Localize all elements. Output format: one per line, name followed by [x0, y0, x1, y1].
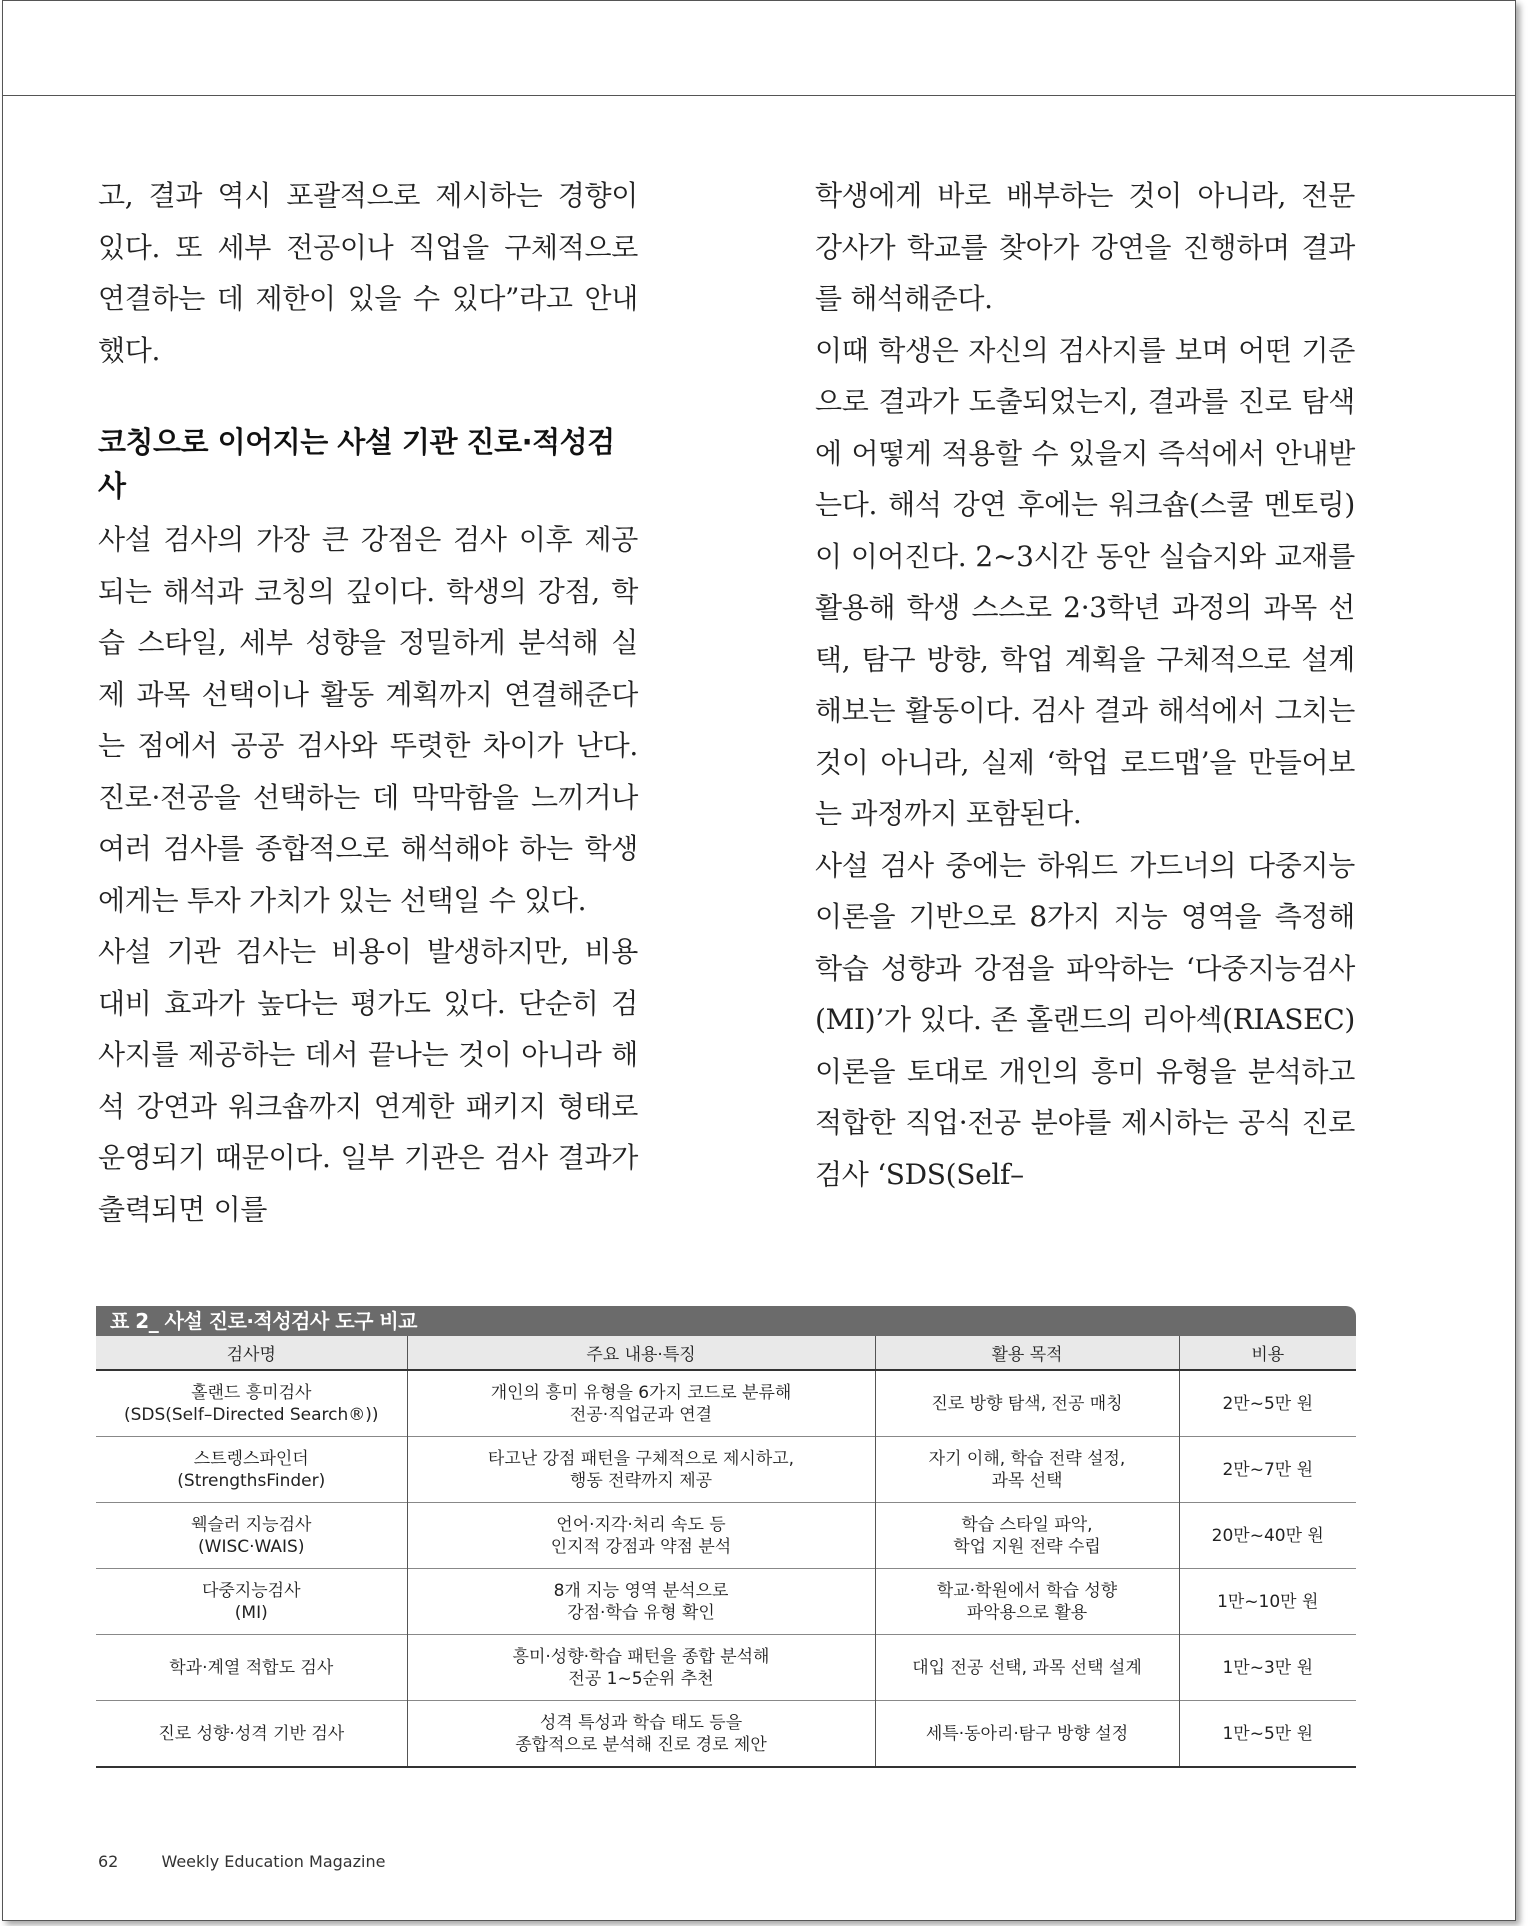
table-row [96, 1635, 1356, 1701]
table-cell-cost: 2만~7만 원 [1179, 1437, 1356, 1503]
table-cell-name [96, 1635, 407, 1701]
paragraph: 이때 학생은 자신의 검사지를 보며 어떤 기준으로 결과가 도출되었는지, 결과를 진로 탐색에 어떻게 적용할 수 있을지 즉석에서 안내받는다. 해석 강연 후에는 워크숍(스쿨 멘토링)이 이어진다. 2~3시간 동안 실습지와 교재를 활용해 학생 스스로 2·3학년 과정의 과목 선택, 탐구 방향, 학업 계획을 구체적으로 설계해보는 활동이다. 검사 결과 해석에서 그치는 것이 아니라, 실제 ‘학업 로드맵’을 만들어보는 과정까지 포함된다. [815, 333, 1355, 830]
column-header: 검사명 [96, 1336, 407, 1370]
cell-line: 개인의 흥미 유형을 6가지 코드로 분류해 [490, 1382, 792, 1403]
table-cell-content [407, 1569, 875, 1635]
cell-line: 학업 지원 전략 수립 [953, 1536, 1101, 1557]
table-cell-content [407, 1503, 875, 1569]
table-cell-content [407, 1701, 875, 1768]
comparison-table [96, 1306, 1356, 1768]
paragraph: 사설 검사의 가장 큰 강점은 검사 이후 제공되는 해석과 코칭의 깊이다. 학생의 강점, 학습 스타일, 세부 성향을 정밀하게 분석해 실제 과목 선택이나 활동 계획까지 연결해준다는 점에서 공공 검사와 뚜렷한 차이가 난다. 진로·전공을 선택하는 데 막막함을 느끼거나 여러 검사를 종합적으로 해석해야 하는 학생에게는 투자 가치가 있는 선택일 수 있다. [98, 523, 638, 917]
cell-line: 8개 지능 영역 분석으로 [553, 1580, 729, 1601]
column-header: 주요 내용·특징 [407, 1336, 875, 1370]
table-cell-name [96, 1370, 407, 1437]
cell-line: 타고난 강점 패턴을 구체적으로 제시하고, [487, 1448, 795, 1469]
cell-line: 학교·학원에서 학습 성향 [936, 1580, 1118, 1601]
cell-line: 인지적 강점과 약점 분석 [550, 1536, 732, 1557]
table-row [96, 1370, 1356, 1437]
paragraph: 고, 결과 역시 포괄적으로 제시하는 경향이 있다. 또 세부 전공이나 직업을 구체적으로 연결하는 데 제한이 있을 수 있다”라고 안내했다. [98, 179, 638, 367]
cell-line: 전공·직업군과 연결 [569, 1404, 713, 1425]
cell-line: 홀랜드 흥미검사 [191, 1382, 312, 1403]
table-cell-content [407, 1635, 875, 1701]
table-row [96, 1569, 1356, 1635]
paragraph: 사설 검사 중에는 하워드 가드너의 다중지능 이론을 기반으로 8가지 지능 영역을 측정해 학습 성향과 강점을 파악하는 ‘다중지능검사(MI)’가 있다. 존 홀랜드의 리아섹(RIASEC) 이론을 토대로 개인의 흥미 유형을 분석하고 적합한 직업·전공 분야를 제시하는 공식 진로검사 ‘SDS(Self– [815, 848, 1355, 1191]
page-number: 62 [98, 1852, 119, 1871]
table-cell-name [96, 1437, 407, 1503]
cell-line: 학과·계열 적합도 검사 [169, 1657, 334, 1678]
table-cell-name [96, 1569, 407, 1635]
paragraph: 학생에게 바로 배부하는 것이 아니라, 전문 강사가 학교를 찾아가 강연을 진행하며 결과를 해석해준다. [815, 179, 1355, 315]
cell-line: 다중지능검사 [201, 1580, 301, 1601]
table-row [96, 1701, 1356, 1768]
cell-line: 자기 이해, 학습 전략 설정, [928, 1448, 1126, 1469]
cell-line: 성격 특성과 학습 태도 등을 [539, 1712, 743, 1733]
table-cell-content [407, 1437, 875, 1503]
table-cell-name [96, 1503, 407, 1569]
article-right-column [815, 170, 1355, 1200]
cell-line: 흥미·성향·학습 패턴을 종합 분석해 [512, 1646, 770, 1667]
table-cell-cost: 1만~10만 원 [1179, 1569, 1356, 1635]
table-caption: 표 2_ 사설 진로·적성검사 도구 비교 [96, 1306, 1356, 1336]
table-cell-purpose [875, 1569, 1179, 1635]
cell-line: 종합적으로 분석해 진로 경로 제안 [515, 1734, 767, 1755]
magazine-name: Weekly Education Magazine [161, 1852, 386, 1871]
section-title: 코칭으로 이어지는 사설 기관 진로·적성검사 [98, 425, 615, 503]
table-cell-name [96, 1701, 407, 1768]
column-header: 비용 [1179, 1336, 1356, 1370]
table-cell-cost: 2만~5만 원 [1179, 1370, 1356, 1437]
cell-line: 진로 방향 탐색, 전공 매칭 [931, 1393, 1123, 1414]
table-cell-content [407, 1370, 875, 1437]
table-cell-purpose [875, 1701, 1179, 1768]
cell-line: 전공 1~5순위 추천 [568, 1668, 714, 1689]
cell-line: (MI) [234, 1602, 268, 1623]
cell-line: 강점·학습 유형 확인 [567, 1602, 715, 1623]
table-row [96, 1437, 1356, 1503]
cell-line: 진로 성향·성격 기반 검사 [158, 1723, 345, 1744]
cell-line: 과목 선택 [991, 1470, 1063, 1491]
cell-line: (WISC·WAIS) [198, 1536, 305, 1557]
table-cell-purpose [875, 1437, 1179, 1503]
cell-line: 학습 스타일 파악, [961, 1514, 1093, 1535]
table-cell-purpose [875, 1503, 1179, 1569]
column-header: 활용 목적 [875, 1336, 1179, 1370]
cell-line: (SDS(Self–Directed Search®)) [123, 1404, 379, 1425]
cell-line: 웩슬러 지능검사 [191, 1514, 312, 1535]
table-header-row [96, 1336, 1356, 1370]
table-row [96, 1503, 1356, 1569]
cell-line: 파악용으로 활용 [966, 1602, 1088, 1623]
cell-line: 행동 전략까지 제공 [569, 1470, 713, 1491]
page-footer [98, 1852, 385, 1871]
table-cell-purpose [875, 1635, 1179, 1701]
paragraph: 사설 기관 검사는 비용이 발생하지만, 비용 대비 효과가 높다는 평가도 있다. 단순히 검사지를 제공하는 데서 끝나는 것이 아니라 해석 강연과 워크숍까지 연계한 패키지 형태로 운영되기 때문이다. 일부 기관은 검사 결과가 출력되면 이를 [98, 935, 638, 1226]
cell-line: 대입 전공 선택, 과목 선택 설계 [912, 1657, 1142, 1678]
cell-line: (StrengthsFinder) [177, 1470, 326, 1491]
cell-line: 언어·지각·처리 속도 등 [556, 1514, 726, 1535]
table-cell-purpose [875, 1370, 1179, 1437]
article-left-column [98, 170, 638, 1235]
cell-line: 세특·동아리·탐구 방향 설정 [925, 1723, 1129, 1744]
page-header-band [2, 0, 1516, 96]
table-cell-cost: 1만~3만 원 [1179, 1635, 1356, 1701]
cell-line: 스트렝스파인더 [193, 1448, 309, 1469]
table-cell-cost: 20만~40만 원 [1179, 1503, 1356, 1569]
table-cell-cost: 1만~5만 원 [1179, 1701, 1356, 1768]
data-table [96, 1336, 1356, 1768]
